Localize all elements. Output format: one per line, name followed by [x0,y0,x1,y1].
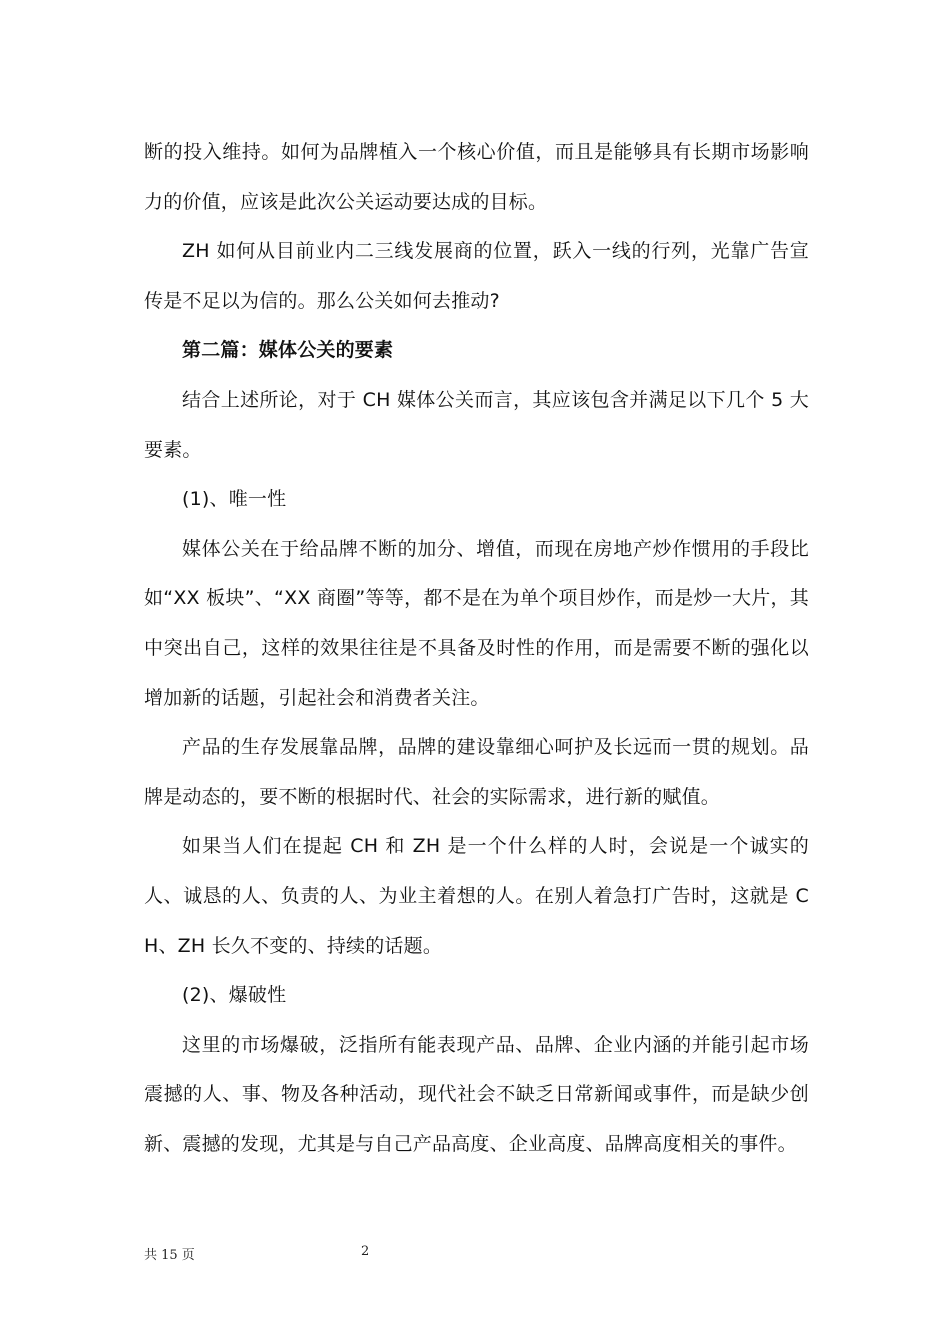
paragraph: 媒体公关在于给品牌不断的加分、增值，而现在房地产炒作惯用的手段比如“XX 板块”、“XX 商圈”等等，都不是在为单个项目炒作，而是炒一大片，其中突出自己，这样的效果往往是不具备及时性的作用，而是需要不断的强化以增加新的话题，引起社会和消费者关注。 [144,537,809,709]
list-item-heading: (1)、唯一性 [182,488,287,511]
paragraph: 结合上述所论，对于 CH 媒体公关而言，其应该包含并满足以下几个 5 大要素。 [144,388,809,461]
document-body [144,128,809,1169]
paragraph: 断的投入维持。如何为品牌植入一个核心价值，而且是能够具有长期市场影响力的价值，应该是此次公关运动要达成的目标。 [144,141,809,213]
page-number: 2 [361,1244,370,1259]
page-footer [144,1244,809,1268]
paragraph: 如果当人们在提起 CH 和 ZH 是一个什么样的人时，会说是一个诚实的人、诚恳的人、负责的人、为业主着想的人。在别人着急打广告时，这就是 CH、ZH 长久不变的、持续的话题。 [144,835,809,957]
paragraph: ZH 如何从目前业内二三线发展商的位置，跃入一线的行列，光靠广告宣传是不足以为信的。那么公关如何去推动? [144,240,809,312]
paragraph: 产品的生存发展靠品牌，品牌的建设靠细心呵护及长远而一贯的规划。品牌是动态的，要不断的根据时代、社会的实际需求，进行新的赋值。 [144,736,809,808]
section-heading: 第二篇：媒体公关的要素 [182,339,394,362]
total-pages-label: 共 15 页 [144,1248,195,1263]
paragraph: 这里的市场爆破，泛指所有能表现产品、品牌、企业内涵的并能引起市场震撼的人、事、物及各种活动，现代社会不缺乏日常新闻或事件，而是缺少创新、震撼的发现，尤其是与自己产品高度、企业高度、品牌高度相关的事件。 [144,1033,809,1155]
list-item-heading: (2)、爆破性 [182,984,287,1007]
